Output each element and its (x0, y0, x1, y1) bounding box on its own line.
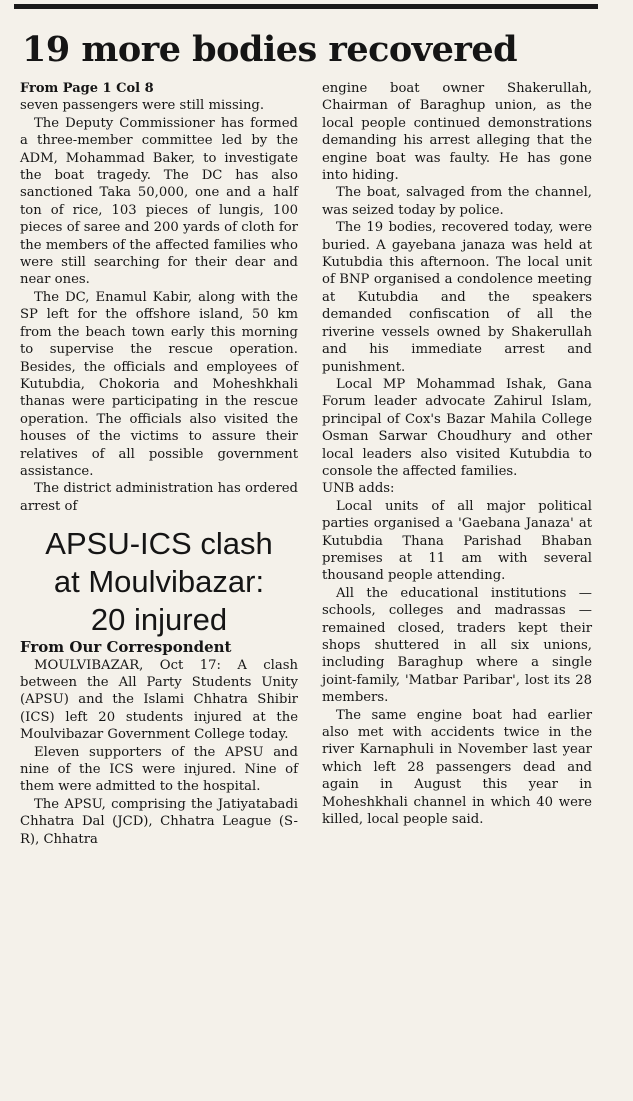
article-paragraph: The APSU, comprising the Jatiyatabadi Chhatra Dal (JCD), Chhatra League (S-R), Chhatra (20, 796, 298, 847)
agency-credit: UNB adds: (322, 481, 395, 497)
main-headline: 19 more bodies recovered (22, 29, 518, 70)
article-paragraph: The Deputy Commissioner has formed a three-member committee led by the ADM, Mohammad Baker, to investigate the boat tragedy. The DC has also sanctioned Taka 50,000, one and a half ton of rice, 103 pieces of lungis, 100 pieces of saree and 200 yards of cloth for the members of the affected families who were still searching for their dear and near ones. (20, 115, 298, 288)
second-story-headline (20, 525, 298, 639)
right-column (322, 80, 592, 828)
article-paragraph: Eleven supporters of the APSU and nine of the ICS were injured. Nine of them were admitted to the hospital. (20, 744, 298, 795)
article-paragraph: All the educational institutions — schools, colleges and madrassas — remained closed, traders kept their shops shuttered in all six unions, including Baraghup where a single joint-family, 'Matbar Paribar', lost its 28 members. (322, 585, 592, 706)
continuation-note: From Page 1 Col 8 (20, 81, 154, 96)
article-paragraph: seven passengers were still missing. (20, 98, 265, 114)
article-paragraph: The DC, Enamul Kabir, along with the SP left for the offshore island, 50 km from the beach town early this morning to supervise the rescue operation. Besides, the officials and employees of Kutubdia, Chokoria and Moheshkhali thanas were participating in the rescue operation. The officials also visited the houses of the victims to assure their relatives of all possible government assistance. (20, 289, 298, 479)
article-paragraph: The same engine boat had earlier also met with accidents twice in the river Karnaphuli in November last year which left 28 passengers dead and again in August this year in Moheshkhali channel in which 40 were killed, local people said. (322, 707, 592, 828)
second-story (20, 525, 298, 848)
article-paragraph: The district administration has ordered arrest of (20, 481, 298, 514)
article-paragraph: engine boat owner Shakerullah, Chairman of Baraghup union, as the local people continued demonstrations demanding his arrest alleging that the engine boat was faulty. He has gone into hiding. (322, 81, 592, 184)
headline-line: at Moulvibazar: (53, 564, 265, 600)
second-story-byline: From Our Correspondent (20, 638, 232, 657)
top-rule (14, 4, 598, 9)
article-paragraph: Local MP Mohammad Ishak, Gana Forum leader advocate Zahirul Islam, principal of Cox's Bazar Mahila College Osman Sarwar Choudhury and other local leaders also visited Kutubdia to console the affected families. (322, 376, 592, 479)
article-paragraph: The boat, salvaged from the channel, was seized today by police. (322, 185, 592, 218)
article-paragraph: The 19 bodies, recovered today, were buried. A gayebana janaza was held at Kutubdia this afternoon. The local unit of BNP organised a condolence meeting at Kutubdia and the speakers demanded confiscation of all the riverine vessels owned by Shakerullah and his immediate arrest and punishment. (322, 220, 592, 375)
headline-line: 20 injured (90, 602, 228, 638)
headline-line: APSU-ICS clash (45, 526, 273, 562)
article-paragraph: Local units of all major political parties organised a 'Gaebana Janaza' at Kutubdia Thana Parishad Bhaban premises at 11 am with several thousand people attending. (322, 498, 592, 584)
left-column (20, 80, 298, 848)
article-paragraph: MOULVIBAZAR, Oct 17: A clash between the All Party Students Unity (APSU) and the Islami Chhatra Shibir (ICS) left 20 students injured at the Moulvibazar Government College today. (20, 657, 298, 743)
